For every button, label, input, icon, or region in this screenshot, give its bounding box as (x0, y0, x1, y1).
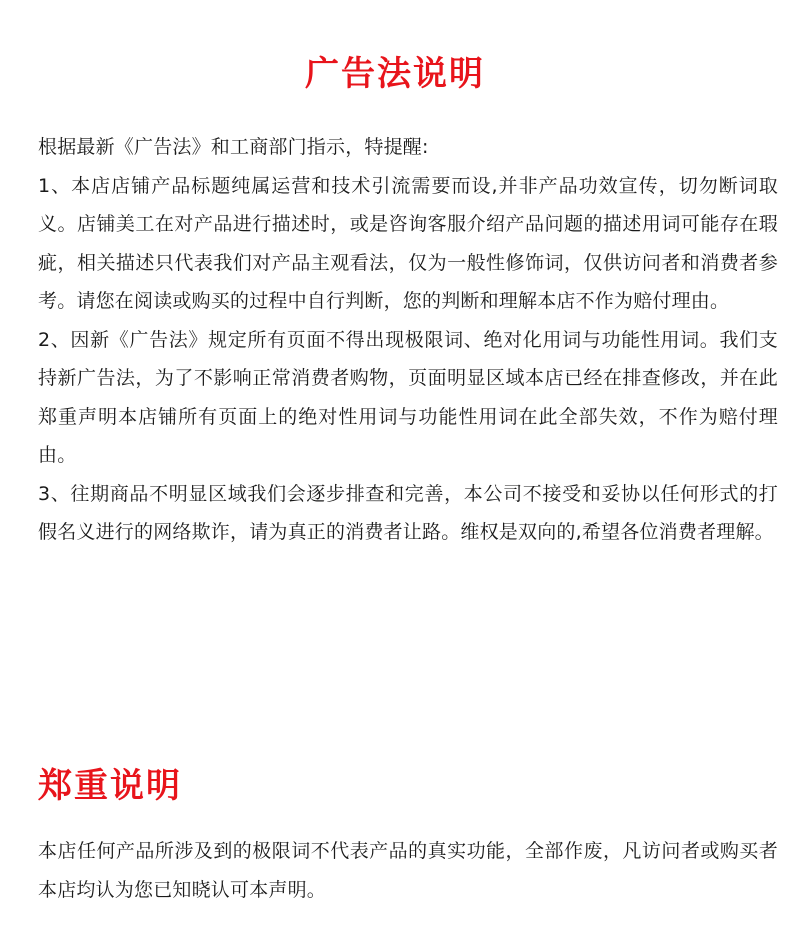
ad-law-title: 广告法说明 (305, 54, 485, 94)
solemn-statement-paragraph: 本店任何产品所涉及到的极限词不代表产品的真实功能，全部作废，凡访问者或购买者本店均认为您已知晓认可本声明。 (38, 840, 778, 901)
ad-law-point-1-paragraph: 1、本店店铺产品标题纯属运营和技术引流需要而设,并非产品功效宣传，切勿断词取义。店铺美工在对产品进行描述时，或是咨询客服介绍产品问题的描述用词可能存在瑕疵，相关描述只代表我们对产品主观看法，仅为一般性修饰词，仅供访问者和消费者参考。请您在阅读或购买的过程中自行判断，您的判断和理解本店不作为赔付理由。 (38, 174, 778, 312)
ad-law-point-3-paragraph: 3、往期商品不明显区域我们会逐步排查和完善，本公司不接受和妥协以任何形式的打假名义进行的网络欺诈，请为真正的消费者让路。维权是双向的,希望各位消费者理解。 (38, 482, 778, 543)
solemn-statement-body (38, 832, 778, 909)
ad-law-body (38, 128, 778, 552)
ad-law-intro-paragraph: 根据最新《广告法》和工商部门指示，特提醒: (38, 136, 429, 158)
solemn-statement-title: 郑重说明 (38, 766, 182, 806)
ad-law-point-2-paragraph: 2、因新《广告法》规定所有页面不得出现极限词、绝对化用词与功能性用词。我们支持新广告法，为了不影响正常消费者购物，页面明显区域本店已经在排查修改，并在此郑重声明本店铺所有页面上的绝对性用词与功能性用词在此全部失效，不作为赔付理由。 (38, 328, 778, 466)
